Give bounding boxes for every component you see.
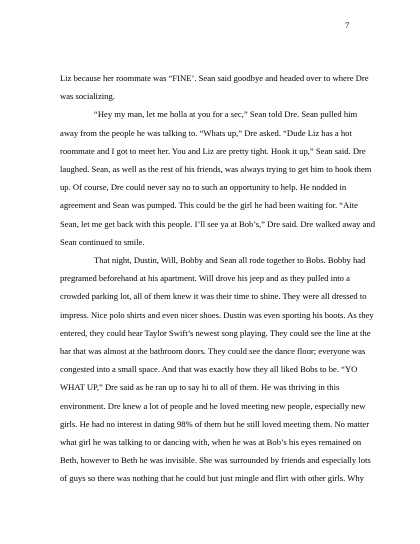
body-text [60, 69, 376, 488]
paragraph-1: Liz because her roommate was “FINE’. Sean said goodbye and headed over to where Dre was socializing. [60, 73, 369, 102]
paragraph-2: “Hey my man, let me holla at you for a sec,” Sean told Dre. Sean pulled him away from the people he was talking to. “Whats up,” Dre asked. “Dude Liz has a hot roommate and I got to meet her. You and Liz are pretty tight. Hook it up,” Sean said. Dre laughed. Sean, as well as the rest of his friends, was always trying to get him to hook them up. Of course, Dre could never say no to such an opportunity to help. He nodded in agreement and Sean was pumped. This could be the girl he had been waiting for. “Aite Sean, let me get back with this people. I’ll see ya at Bob’s,” Dre said. Dre walked away and Sean continued to smile. [60, 109, 376, 247]
paragraph-3: That night, Dustin, Will, Bobby and Sean all rode together to Bobs. Bobby had pregramed beforehand at his apartment. Will drove his jeep and as they pulled into a crowded parking lot, all of them knew it was their time to shine. They were all dressed to impress. Nice polo shirts and even nicer shoes. Dustin was even sporting his boots. As they entered, they could hear Taylor Swift’s newest song playing. They could see the line at the bar that was almost at the bathroom doors. They could see the dance floor; everyone was congested into a small space. And that was exactly how they all liked Bobs to be. “YO WHAT UP,” Dre said as he ran up to say hi to all of them. He was thriving in this environment. Dre knew a lot of people and he loved meeting new people, especially new girls. He had no interest in dating 98% of them but he still loved meeting them. No matter what girl he was talking to or dancing with, when he was at Bob’s his eyes remained on Beth, however to Beth he was invisible. She was surrounded by friends and especially lots of guys so there was nothing that he could but just mingle and flirt with other girls. Why [60, 255, 374, 484]
page-number: 7 [345, 20, 350, 30]
